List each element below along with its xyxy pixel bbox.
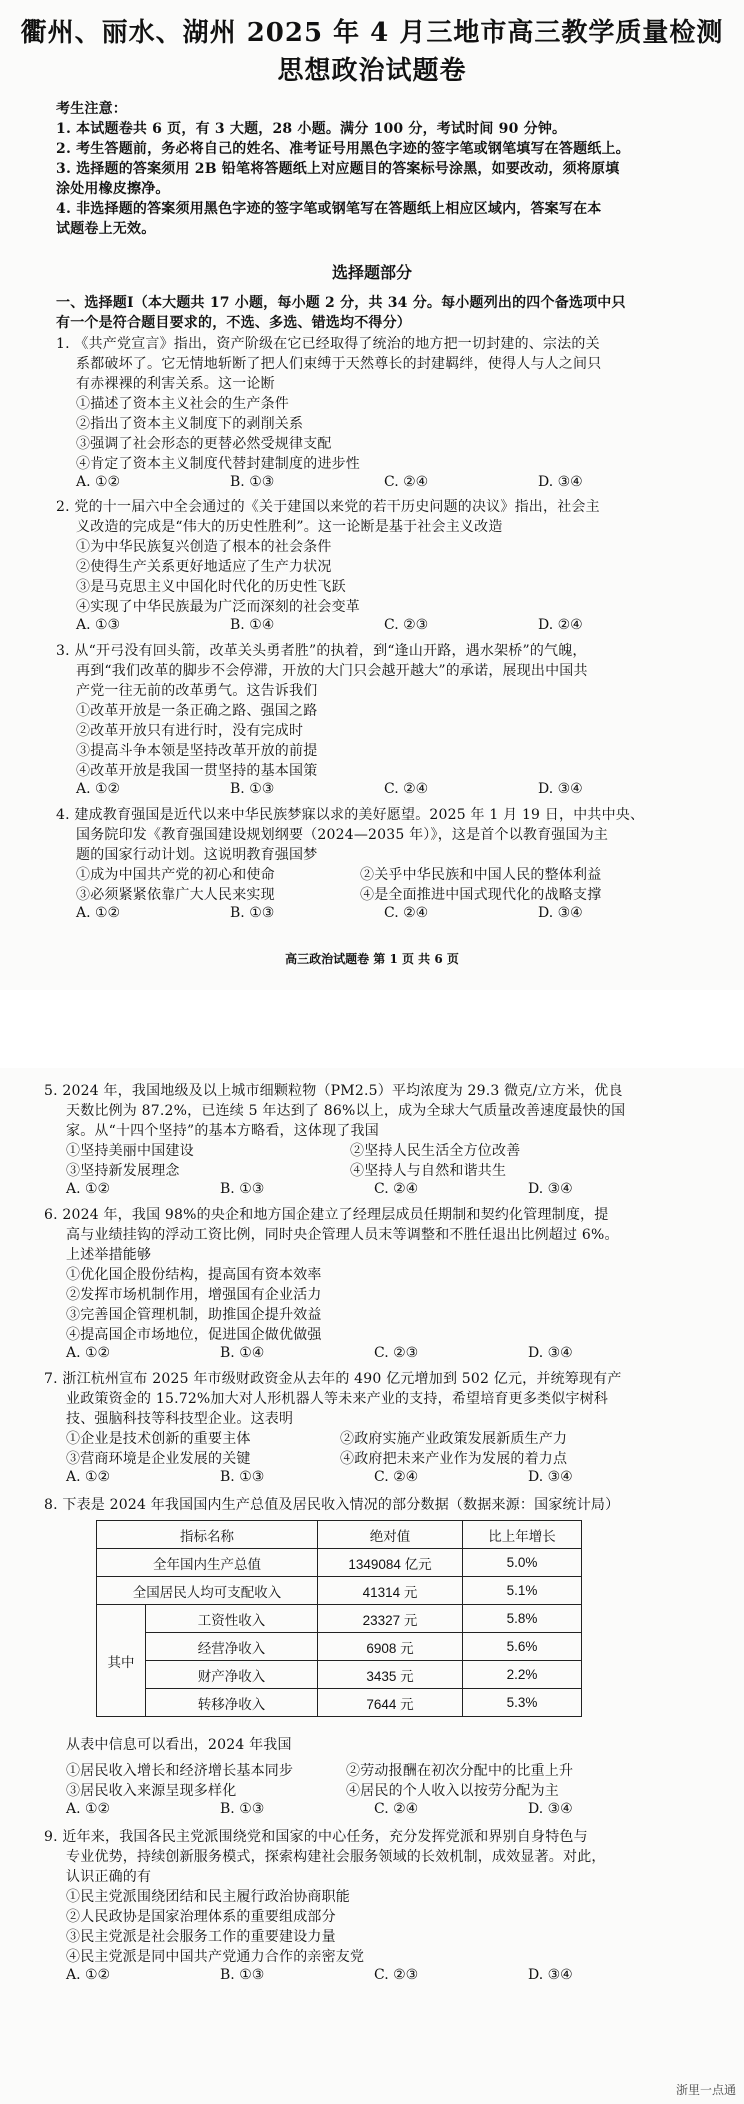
q8-option-d: D. ③④ — [528, 1801, 573, 1817]
income-data-table — [96, 1520, 582, 1717]
table-cell: 3435 元 — [318, 1661, 463, 1689]
notice-line-1: 1. 本试题卷共 6 页，有 3 大题，28 小题。满分 100 分，考试时间 90 分钟。 — [56, 121, 567, 137]
q7-stem-3: 技、强脑科技等科技型企业。这表明 — [66, 1411, 294, 1427]
q9-statement: ②人民政协是国家治理体系的重要组成部分 — [66, 1909, 336, 1925]
q5-statement: ④坚持人与自然和谐共生 — [350, 1163, 507, 1179]
q8-option-b: B. ①③ — [220, 1801, 265, 1817]
q6-statement: ③完善国企管理机制，助推国企提升效益 — [66, 1307, 322, 1323]
exam-page-2 — [0, 1068, 744, 2104]
q9-option-c: C. ②③ — [374, 1967, 419, 1983]
q9-option-d: D. ③④ — [528, 1967, 573, 1983]
q3-stem-1: 3. 从“开弓没有回头箭，改革关头勇者胜”的执着，到“逢山开路，遇水架桥”的气魄， — [56, 643, 587, 659]
page-footer: 高三政治试题卷 第 1 页 共 6 页 — [285, 952, 459, 966]
q9-stem-2: 专业优势，持续创新服务模式，探索构建社会服务领域的长效机制，成效显著。对此， — [66, 1849, 606, 1865]
q1-option-d: D. ③④ — [538, 474, 583, 490]
q3-option-b: B. ①③ — [230, 781, 275, 797]
q2-statement: ①为中华民族复兴创造了根本的社会条件 — [76, 539, 332, 555]
q3-statement: ②改革开放只有进行时，没有完成时 — [76, 723, 304, 739]
q4-option-d: D. ③④ — [538, 905, 583, 921]
q9-statement: ④民主党派是同中国共产党通力合作的亲密友党 — [66, 1949, 365, 1965]
q3-statement: ④改革开放是我国一贯坚持的基本国策 — [76, 763, 318, 779]
q6-stem-2: 高与业绩挂钩的浮动工资比例，同时央企管理人员末等调整和不胜任退出比例超过 6%。 — [66, 1227, 619, 1243]
table-group-label: 其中 — [97, 1605, 146, 1717]
q3-option-c: C. ②④ — [384, 781, 429, 797]
q8-option-a: A. ①② — [66, 1801, 111, 1817]
q4-option-b: B. ①③ — [230, 905, 275, 921]
q3-option-d: D. ③④ — [538, 781, 583, 797]
table-row — [97, 1633, 582, 1661]
table-cell: 41314 元 — [318, 1577, 463, 1605]
q9-stem-1: 9. 近年来，我国各民主党派围绕党和国家的中心任务，充分发挥党派和界别自身特色与 — [44, 1829, 588, 1845]
q5-option-a: A. ①② — [66, 1181, 111, 1197]
table-row — [97, 1549, 582, 1577]
exam-title: 衢州、丽水、湖州 2025 年 4 月三地市高三教学质量检测 — [20, 18, 724, 48]
notice-line-3a: 3. 选择题的答案须用 2B 铅笔将答题纸上对应题目的答案标号涂黑，如要改动，须将原填 — [56, 161, 620, 177]
table-cell: 转移净收入 — [146, 1689, 318, 1717]
q6-option-a: A. ①② — [66, 1345, 111, 1361]
q9-stem-3: 认识正确的有 — [66, 1869, 152, 1885]
q5-stem-1: 5. 2024 年，我国地级及以上城市细颗粒物（PM2.5）平均浓度为 29.3 微克/立方米，优良 — [44, 1083, 623, 1099]
q7-statement: ②政府实施产业政策发展新质生产力 — [340, 1431, 568, 1447]
q1-option-b: B. ①③ — [230, 474, 275, 490]
q3-statement: ①改革开放是一条正确之路、强国之路 — [76, 703, 318, 719]
table-cell: 全年国内生产总值 — [97, 1549, 318, 1577]
q6-statement: ④提高国企市场地位，促进国企做优做强 — [66, 1327, 322, 1343]
notice-line-4a: 4. 非选择题的答案须用黑色字迹的签字笔或钢笔写在答题纸上相应区域内，答案写在本 — [56, 201, 602, 217]
notice-line-4b: 试题卷上无效。 — [56, 221, 156, 237]
q4-option-c: C. ②④ — [384, 905, 429, 921]
table-cell: 5.3% — [463, 1689, 582, 1717]
q5-statement: ③坚持新发展理念 — [66, 1163, 180, 1179]
q7-option-d: D. ③④ — [528, 1469, 573, 1485]
q4-statement: ①成为中国共产党的初心和使命 — [76, 867, 275, 883]
q9-option-b: B. ①③ — [220, 1967, 265, 1983]
q8-statement: ②劳动报酬在初次分配中的比重上升 — [346, 1763, 574, 1779]
q1-statement: ①描述了资本主义社会的生产条件 — [76, 396, 289, 412]
q2-option-d: D. ②④ — [538, 617, 583, 633]
table-cell: 6908 元 — [318, 1633, 463, 1661]
table-cell: 1349084 亿元 — [318, 1549, 463, 1577]
q3-option-a: A. ①② — [76, 781, 121, 797]
q7-statement: ③营商环境是企业发展的关键 — [66, 1451, 251, 1467]
q5-option-d: D. ③④ — [528, 1181, 573, 1197]
q6-option-b: B. ①④ — [220, 1345, 265, 1361]
table-cell: 财产净收入 — [146, 1661, 318, 1689]
table-header: 比上年增长 — [463, 1521, 582, 1549]
q6-statement: ①优化国企股份结构，提高国有资本效率 — [66, 1267, 322, 1283]
q2-option-c: C. ②③ — [384, 617, 429, 633]
q1-option-a: A. ①② — [76, 474, 121, 490]
q1-stem-1: 1. 《共产党宣言》指出，资产阶级在它已经取得了统治的地方把一切封建的、宗法的关 — [56, 336, 600, 352]
q7-statement: ④政府把未来产业作为发展的着力点 — [340, 1451, 568, 1467]
q3-stem-2: 再到“我们改革的脚步不会停滞，开放的大门只会越开越大”的承诺，展现出中国共 — [76, 663, 588, 679]
q5-statement: ①坚持美丽中国建设 — [66, 1143, 194, 1159]
q4-stem-1: 4. 建成教育强国是近代以来中华民族梦寐以求的美好愿望。2025 年 1 月 19 日，中共中央、 — [56, 807, 645, 823]
q1-statement: ③强调了社会形态的更替必然受规律支配 — [76, 436, 332, 452]
q5-option-c: C. ②④ — [374, 1181, 419, 1197]
q4-statement: ④是全面推进中国式现代化的战略支撑 — [360, 887, 602, 903]
notice-line-3b: 涂处用橡皮擦净。 — [56, 181, 170, 197]
q9-statement: ③民主党派是社会服务工作的重要建设力量 — [66, 1929, 336, 1945]
q6-statement: ②发挥市场机制作用，增强国有企业活力 — [66, 1287, 322, 1303]
q8-stem-2: 从表中信息可以看出，2024 年我国 — [66, 1737, 292, 1753]
notice-heading: 考生注意： — [56, 101, 127, 117]
section-title: 选择题部分 — [331, 263, 412, 282]
q2-stem-2: 义改造的完成是“伟大的历史性胜利”。这一论断是基于社会主义改造 — [76, 519, 503, 535]
q2-option-b: B. ①④ — [230, 617, 275, 633]
exam-subtitle: 思想政治试题卷 — [277, 56, 467, 86]
q7-option-b: B. ①③ — [220, 1469, 265, 1485]
table-row — [97, 1661, 582, 1689]
table-cell: 全国居民人均可支配收入 — [97, 1577, 318, 1605]
q4-option-a: A. ①② — [76, 905, 121, 921]
table-header: 绝对值 — [318, 1521, 463, 1549]
table-row — [97, 1689, 582, 1717]
q7-statement: ①企业是技术创新的重要主体 — [66, 1431, 251, 1447]
q2-option-a: A. ①③ — [76, 617, 121, 633]
table-cell: 5.8% — [463, 1605, 582, 1633]
q2-statement: ④实现了中华民族最为广泛而深刻的社会变革 — [76, 599, 360, 615]
q4-stem-3: 题的国家行动计划。这说明教育强国梦 — [76, 847, 318, 863]
q9-option-a: A. ①② — [66, 1967, 111, 1983]
q6-stem-3: 上述举措能够 — [66, 1247, 152, 1263]
exam-page-1 — [0, 0, 744, 990]
q1-statement: ④肯定了资本主义制度代替封建制度的进步性 — [76, 456, 360, 472]
table-row — [97, 1605, 582, 1633]
q8-statement: ④居民的个人收入以按劳分配为主 — [346, 1783, 559, 1799]
q3-statement: ③提高斗争本领是坚持改革开放的前提 — [76, 743, 318, 759]
q7-option-c: C. ②④ — [374, 1469, 419, 1485]
q4-stem-2: 国务院印发《教育强国建设规划纲要（2024—2035 年）》，这是首个以教育强国为主 — [76, 827, 609, 843]
table-cell: 7644 元 — [318, 1689, 463, 1717]
table-header: 指标名称 — [97, 1521, 318, 1549]
q1-option-c: C. ②④ — [384, 474, 429, 490]
q6-stem-1: 6. 2024 年，我国 98%的央企和地方国企建立了经理层成员任期制和契约化管理制度，提 — [44, 1207, 609, 1223]
q7-stem-1: 7. 浙江杭州宣布 2025 年市级财政资金从去年的 490 亿元增加到 502 亿元，并统筹现有产 — [44, 1371, 622, 1387]
q2-stem-1: 2. 党的十一届六中全会通过的《关于建国以来党的若干历史问题的决议》指出，社会主 — [56, 499, 600, 515]
q5-stem-3: 家。从“十四个坚持”的基本方略看，这体现了我国 — [66, 1123, 379, 1139]
table-cell: 经营净收入 — [146, 1633, 318, 1661]
notice-line-2: 2. 考生答题前，务必将自己的姓名、准考证号用黑色字迹的签字笔或钢笔填写在答题纸上。 — [56, 141, 630, 157]
table-cell: 2.2% — [463, 1661, 582, 1689]
table-cell: 23327 元 — [318, 1605, 463, 1633]
table-cell: 5.0% — [463, 1549, 582, 1577]
q8-statement: ①居民收入增长和经济增长基本同步 — [66, 1763, 294, 1779]
table-cell: 5.6% — [463, 1633, 582, 1661]
q7-stem-2: 业政策资金的 15.72%加大对人形机器人等未来产业的支持，希望培育更多类似宇树科 — [66, 1391, 609, 1407]
q3-stem-3: 产党一往无前的改革勇气。这告诉我们 — [76, 683, 318, 699]
table-header-row — [97, 1521, 582, 1549]
q1-statement: ②指出了资本主义制度下的剥削关系 — [76, 416, 304, 432]
q5-statement: ②坚持人民生活全方位改善 — [350, 1143, 521, 1159]
q6-option-d: D. ③④ — [528, 1345, 573, 1361]
q9-statement: ①民主党派围绕团结和民主履行政治协商职能 — [66, 1889, 350, 1905]
table-row — [97, 1577, 582, 1605]
q5-stem-2: 天数比例为 87.2%，已连续 5 年达到了 86%以上，成为全球大气质量改善速度最快的国 — [66, 1103, 626, 1119]
q5-option-b: B. ①③ — [220, 1181, 265, 1197]
table-cell: 工资性收入 — [146, 1605, 318, 1633]
watermark: 浙里一点通 — [675, 2083, 736, 2097]
q8-stem-1: 8. 下表是 2024 年我国国内生产总值及居民收入情况的部分数据（数据来源：国家统计局） — [44, 1497, 620, 1513]
q1-stem-3: 有赤裸裸的利害关系。这一论断 — [76, 376, 275, 392]
q2-statement: ②使得生产关系更好地适应了生产力状况 — [76, 559, 332, 575]
q8-statement: ③居民收入来源呈现多样化 — [66, 1783, 237, 1799]
part1-intro-b: 有一个是符合题目要求的，不选、多选、错选均不得分） — [56, 315, 411, 331]
q6-option-c: C. ②③ — [374, 1345, 419, 1361]
q2-statement: ③是马克思主义中国化时代化的历史性飞跃 — [76, 579, 346, 595]
q4-statement: ③必须紧紧依靠广大人民来实现 — [76, 887, 275, 903]
q4-statement: ②关乎中华民族和中国人民的整体利益 — [360, 867, 602, 883]
q1-stem-2: 系都破坏了。它无情地斩断了把人们束缚于天然尊长的封建羁绊，使得人与人之间只 — [76, 356, 602, 372]
table-cell: 5.1% — [463, 1577, 582, 1605]
q7-option-a: A. ①② — [66, 1469, 111, 1485]
q8-option-c: C. ②④ — [374, 1801, 419, 1817]
part1-intro-a: 一、选择题Ⅰ（本大题共 17 小题，每小题 2 分，共 34 分。每小题列出的四个备选项中只 — [56, 295, 626, 311]
